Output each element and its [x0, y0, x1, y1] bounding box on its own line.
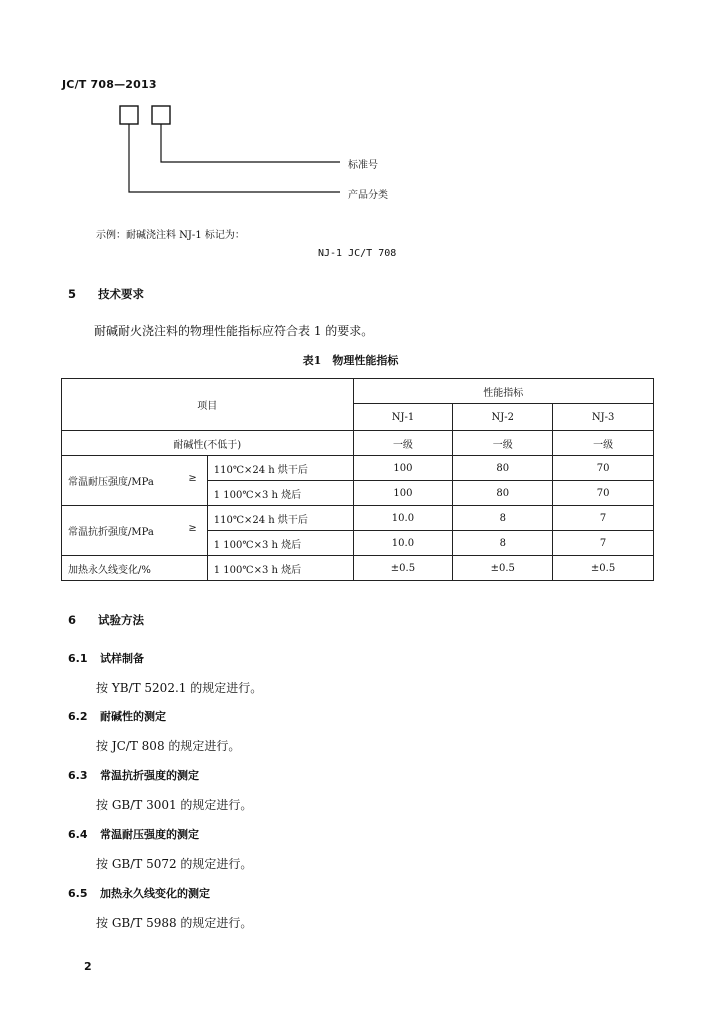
- category-box: [120, 106, 138, 124]
- subsection-text: 按 GB/T 3001 的规定进行。: [96, 798, 253, 812]
- table-title: 表1 物理性能指标: [302, 354, 399, 367]
- example-code: NJ-1 JC/T 708: [318, 248, 397, 259]
- example-text: 示例：耐碱浇注料 NJ-1 标记为：: [96, 230, 245, 241]
- table-cell: ±0.5: [453, 556, 553, 581]
- subsection-title: 试样制备: [100, 652, 144, 665]
- table-cell: 7: [553, 506, 654, 531]
- condition-dried: 110℃×24 h 烘干后: [207, 506, 353, 531]
- ge-symbol: ≥: [188, 523, 197, 534]
- subsection-number: 6.1: [68, 652, 88, 665]
- subsection-text: 按 YB/T 5202.1 的规定进行。: [96, 681, 263, 695]
- subsection-number: 6.4: [68, 828, 88, 841]
- table-cell: 8: [453, 531, 553, 556]
- condition-fired: 1 100℃×3 h 烧后: [207, 531, 353, 556]
- table-cell: 100: [353, 481, 453, 506]
- table-cell: 10.0: [353, 506, 453, 531]
- subsection-title: 加热永久线变化的测定: [100, 887, 210, 900]
- performance-header: 性能指标: [353, 379, 653, 404]
- condition-dried: 110℃×24 h 烘干后: [207, 456, 353, 481]
- table-cell: 一级: [353, 431, 453, 456]
- table-cell: 80: [453, 456, 553, 481]
- subsection-heading: [68, 826, 199, 842]
- physical-properties-table: [61, 378, 654, 581]
- table-cell: 一级: [453, 431, 553, 456]
- section-6-number: 6: [68, 613, 77, 627]
- product-category-label: 产品分类: [348, 190, 388, 201]
- subsection-title: 耐碱性的测定: [100, 710, 166, 723]
- table-cell: 70: [553, 456, 654, 481]
- subsection-text: 按 GB/T 5988 的规定进行。: [96, 916, 253, 930]
- section-5-number: 5: [68, 287, 77, 301]
- subsection-text: 按 GB/T 5072 的规定进行。: [96, 857, 253, 871]
- subsection-number: 6.3: [68, 769, 88, 782]
- item-header: 项目: [62, 379, 354, 431]
- condition-fired: 1 100℃×3 h 烧后: [207, 481, 353, 506]
- table-cell: 80: [453, 481, 553, 506]
- subsection-number: 6.2: [68, 710, 88, 723]
- table-cell: 7: [553, 531, 654, 556]
- compressive-strength-text: 常温耐压强度/MPa: [68, 477, 154, 488]
- standard-box: [152, 106, 170, 124]
- section-5-title: 技术要求: [98, 287, 144, 301]
- section-6-title: 试验方法: [98, 613, 144, 627]
- flexural-strength-text: 常温抗折强度/MPa: [68, 527, 154, 538]
- grade-nj1: NJ-1: [353, 404, 453, 431]
- section-5-paragraph: 耐碱耐火浇注料的物理性能指标应符合表 1 的要求。: [94, 324, 374, 338]
- table-cell: 100: [353, 456, 453, 481]
- alkali-resistance-label: 耐碱性(不低于): [62, 431, 354, 456]
- section-6-heading: [68, 612, 144, 628]
- ge-symbol: ≥: [188, 473, 197, 484]
- table-cell: 一级: [553, 431, 654, 456]
- subsection-title: 常温耐压强度的测定: [100, 828, 199, 841]
- table-cell: ±0.5: [353, 556, 453, 581]
- subsection-heading: [68, 650, 144, 666]
- condition-fired: 1 100℃×3 h 烧后: [207, 556, 353, 581]
- standard-leader-line: [161, 124, 340, 162]
- page-number: 2: [84, 960, 92, 973]
- standard-number-label: 标准号: [348, 160, 378, 171]
- grade-nj3: NJ-3: [553, 404, 654, 431]
- subsection-text: 按 JC/T 808 的规定进行。: [96, 739, 241, 753]
- standard-code-header: JC/T 708—2013: [62, 78, 157, 91]
- subsection-heading: [68, 885, 210, 901]
- subsection-heading: [68, 708, 166, 724]
- flexural-strength-label: [62, 506, 208, 556]
- section-5-heading: [68, 286, 144, 302]
- subsection-heading: [68, 767, 199, 783]
- table-cell: 10.0: [353, 531, 453, 556]
- table-cell: ±0.5: [553, 556, 654, 581]
- linear-change-label: 加热永久线变化/%: [62, 556, 208, 581]
- table-cell: 8: [453, 506, 553, 531]
- subsection-title: 常温抗折强度的测定: [100, 769, 199, 782]
- table-cell: 70: [553, 481, 654, 506]
- compressive-strength-label: [62, 456, 208, 506]
- marking-diagram: [110, 100, 410, 214]
- subsection-number: 6.5: [68, 887, 88, 900]
- grade-nj2: NJ-2: [453, 404, 553, 431]
